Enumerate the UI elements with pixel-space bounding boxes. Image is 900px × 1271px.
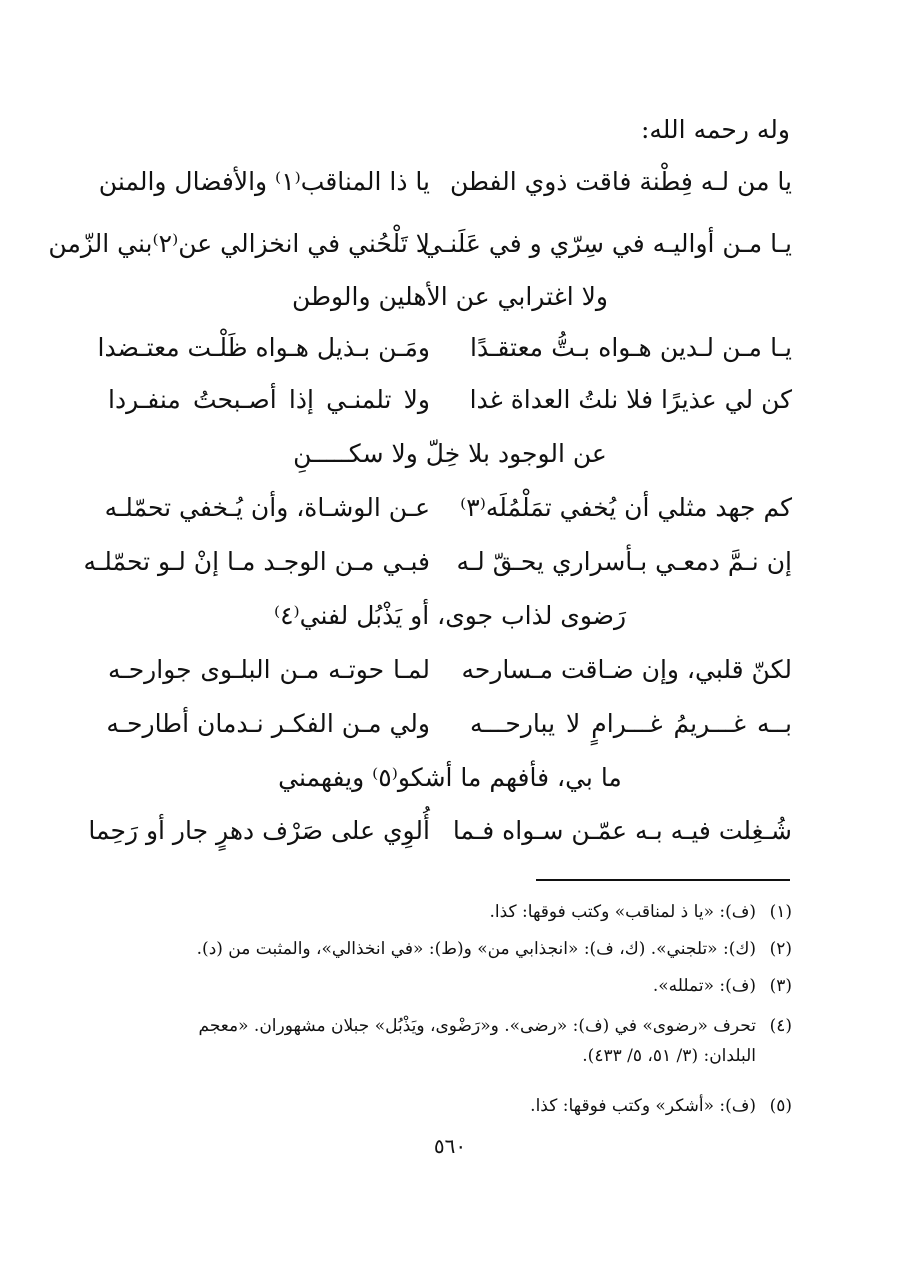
footnote-text: تحرف «رضوى» في (ف): «رضى». و«رَضْوى، ويَذْبُل» جبلان مشهوران. «معجم xyxy=(198,1016,756,1036)
second-hemistich: لا تَلْحُني في انخزالي عن⁽٢⁾بني الزّمن xyxy=(48,229,430,258)
verse-line xyxy=(108,698,792,750)
refrain-line: ما بي، فأفهم ما أشكو⁽٥⁾ ويفهمني xyxy=(278,763,622,792)
first-hemistich: يا من لـه فِطْنة فاقت ذوي الفطن xyxy=(449,167,792,196)
footnote xyxy=(108,934,792,964)
first-hemistich: شُـغِلت فيـه بـه عمّـن سـواه فـما xyxy=(452,816,792,845)
footnote-separator xyxy=(536,879,790,881)
footnote xyxy=(108,897,792,927)
second-hemistich: أُلوِي على صَرْف دهرٍ جار أو رَحِما xyxy=(88,816,430,845)
second-hemistich: فبـي مـن الوجـد مـا إنْ لـو تحمّلـه xyxy=(83,547,430,576)
footnote-number: (٥) xyxy=(769,1096,792,1116)
second-hemistich: يا ذا المناقب⁽١⁾ والأفضال والمنن xyxy=(98,167,430,196)
first-hemistich: إن نـمَّ دمعـي بـأسراري يحـقّ لـه xyxy=(456,547,792,576)
refrain-line: عن الوجود بلا خِلّ ولا سكـــــنِ xyxy=(293,439,607,468)
page-number: ٥٦٠ xyxy=(433,1134,467,1158)
first-hemistich: كن لي عذيرًا فلا نلتُ العداة غدا xyxy=(469,385,792,414)
second-hemistich: ولا تلمنـي إذا أصـبحتُ منفـردا xyxy=(108,385,430,414)
footnote-text: (ف): «تملله». xyxy=(652,976,756,996)
footnote-number: (٢) xyxy=(769,939,792,959)
verse-line xyxy=(88,805,792,857)
footnote-number: (١) xyxy=(769,902,792,922)
footnote xyxy=(108,1011,792,1071)
second-hemistich: لمـا حوتـه مـن البلـوى جوارحـه xyxy=(108,655,430,684)
verse-line xyxy=(104,482,792,534)
first-hemistich: يـا مـن لـدين هـواه بـتُّ معتقـدًا xyxy=(470,333,792,362)
verse-line xyxy=(108,374,792,426)
second-hemistich: عـن الوشـاة، وأن يُـخفي تحمّلـه xyxy=(104,493,430,522)
first-hemistich: بــه غـــريمُ غـــرامٍ لا يبارحـــه xyxy=(470,709,792,738)
refrain-line: ولا اغترابي عن الأهلين والوطن xyxy=(292,282,608,311)
verse-line xyxy=(48,218,792,270)
second-hemistich: ولي مـن الفكـر نـدمان أطارحـه xyxy=(106,709,430,738)
verse-line xyxy=(97,322,792,374)
first-hemistich: كم جهد مثلي أن يُخفي تمَلْمُلَه⁽٣⁾ xyxy=(460,493,792,522)
footnote-continuation: البلدان: (٣/ ٥١، ٥/ ٤٣٣). xyxy=(582,1046,756,1066)
footnote-number: (٣) xyxy=(769,976,792,996)
poem-intro: وله رحمه الله: xyxy=(640,115,790,144)
verse-line xyxy=(98,156,792,208)
second-hemistich: ومَـن بـذيل هـواه ظَلْـت معتـضدا xyxy=(97,333,430,362)
footnote-number: (٤) xyxy=(769,1016,792,1036)
footnote xyxy=(108,971,792,1001)
footnote-text: (ف): «أشكر» وكتب فوقها: كذا. xyxy=(530,1096,756,1116)
refrain-line: رَضوى لذاب جوى، أو يَذْبُل لفني⁽٤⁾ xyxy=(273,601,627,630)
verse-line xyxy=(83,536,792,588)
footnote xyxy=(108,1091,792,1121)
footnote-text: (ك): «تلجني». (ك، ف): «انجذابي من» و(ط): «في انخذالي»، والمثبت من (د). xyxy=(196,939,756,959)
footnote-text: (ف): «يا ذ لمناقب» وكتب فوقها: كذا. xyxy=(489,902,756,922)
first-hemistich: لكنّ قلبي، وإن ضـاقت مـسارحه xyxy=(461,655,792,684)
first-hemistich: يـا مـن أواليـه في سِرّي و في عَلَنـي xyxy=(422,229,792,258)
verse-line xyxy=(108,644,792,696)
